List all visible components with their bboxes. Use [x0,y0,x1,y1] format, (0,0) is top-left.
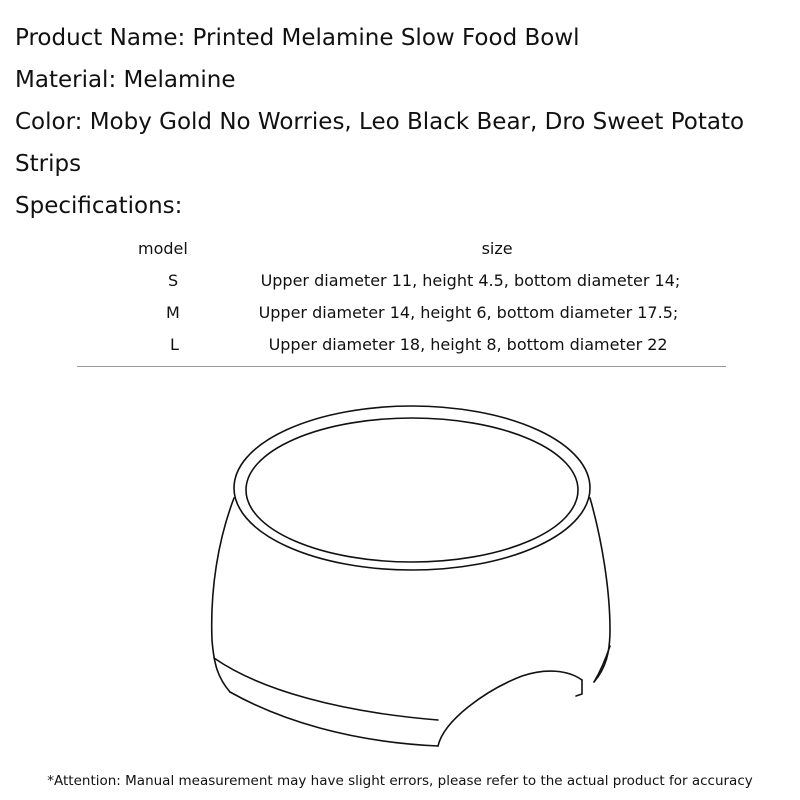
size-cell: Upper diameter 18, height 8, bottom diameter 22 [268,334,668,354]
bowl-line-drawing [190,390,630,770]
model-cell: M [166,302,180,322]
material-line: Material: Melamine [15,67,236,93]
attention-note: *Attention: Manual measurement may have slight errors, please refer to the actual product for accuracy [47,773,753,789]
section-divider [77,366,726,367]
model-header: model [138,238,188,258]
bowl-cutout-tab [576,680,582,696]
size-header: size [481,238,513,258]
bowl-base-right [594,646,610,682]
spec-table [110,232,750,360]
model-cell: L [170,334,179,354]
spec-table-header [110,232,750,264]
bowl-rim-inner [246,418,578,562]
table-row [110,296,750,328]
bowl-rim-outer [234,406,590,570]
bowl-base-left [230,692,438,746]
model-cell: S [168,270,179,290]
specifications-heading: Specifications: [15,193,183,219]
product-name-line: Product Name: Printed Melamine Slow Food Bowl [15,25,580,51]
table-row [110,264,750,296]
strips-line: Strips [15,151,82,177]
size-cell: Upper diameter 11, height 4.5, bottom diameter 14; [260,270,681,290]
size-cell: Upper diameter 14, height 6, bottom diameter 17.5; [258,302,679,322]
table-row [110,328,750,360]
color-line: Color: Moby Gold No Worries, Leo Black Bear, Dro Sweet Potato [15,109,745,135]
bowl-cutout-edge [438,671,582,746]
bowl-base-band [214,658,438,720]
